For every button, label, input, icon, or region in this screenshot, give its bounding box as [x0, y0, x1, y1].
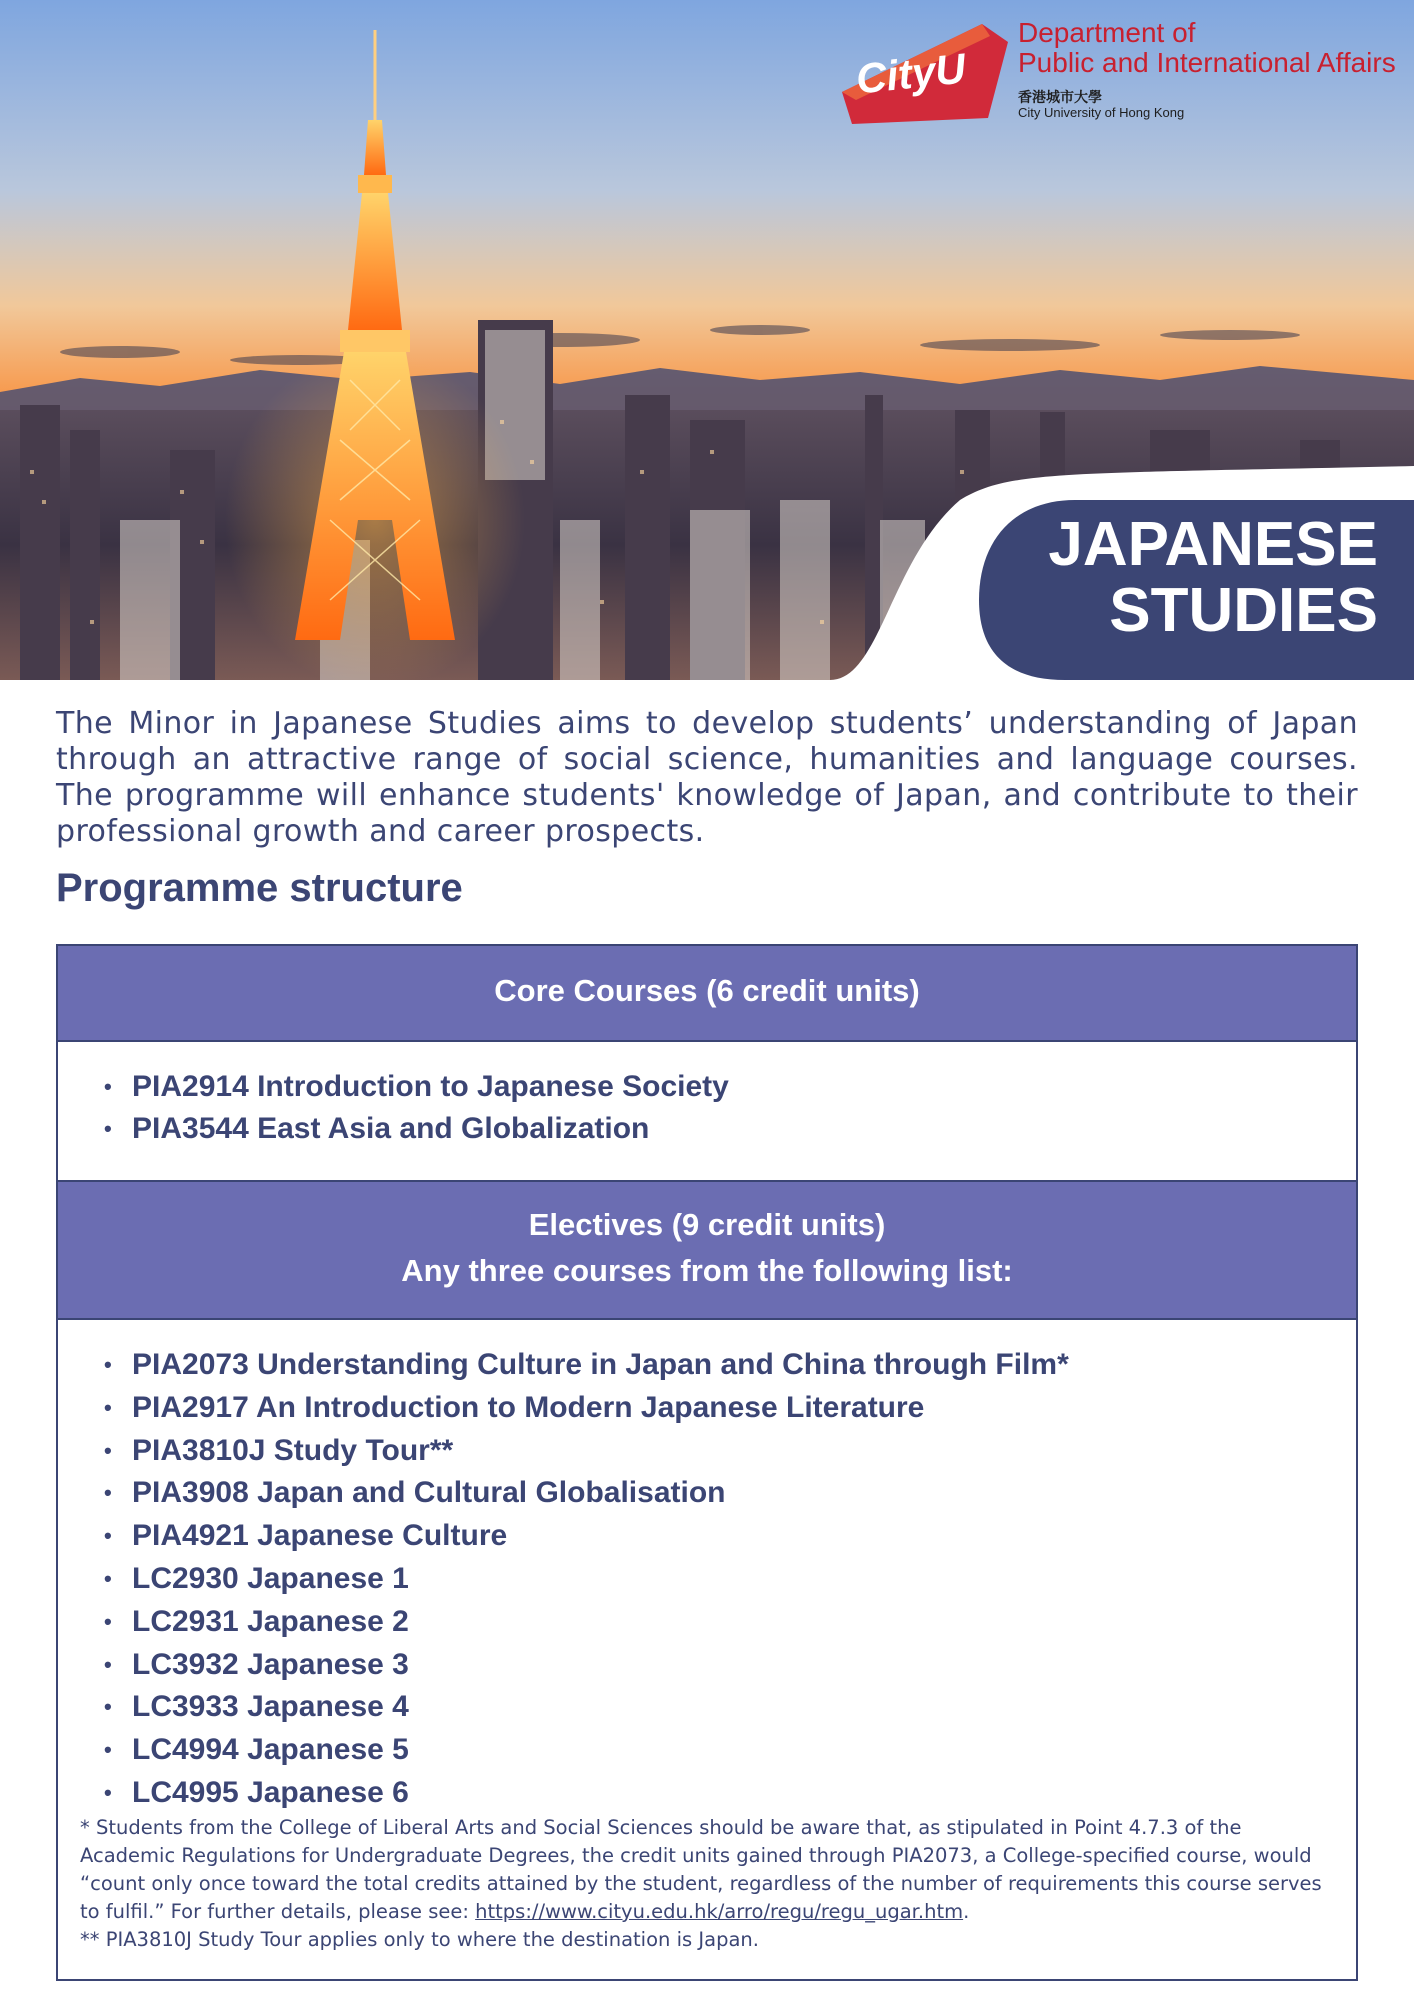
- course-name: PIA4921 Japanese Culture: [132, 1519, 508, 1553]
- course-name: PIA2917 An Introduction to Modern Japanese Literature: [132, 1390, 925, 1424]
- bullet-icon: •: [104, 1523, 112, 1549]
- title-line-1: JAPANESE: [1048, 510, 1378, 579]
- bullet-icon: •: [104, 1074, 112, 1099]
- regulations-link[interactable]: https://www.cityu.edu.hk/arro/regu/regu_ugar.htm: [475, 1900, 964, 1923]
- bullet-icon: •: [104, 1116, 112, 1141]
- course-name: PIA3810J Study Tour**: [132, 1433, 454, 1467]
- list-item: [58, 1066, 1356, 1108]
- department-line-2: Public and International Affairs: [1018, 47, 1396, 78]
- bullet-icon: •: [104, 1779, 112, 1805]
- footnote-1-text: * Students from the College of Liberal Arts and Social Sciences should be aware that, as stipulated in Point 4.7.3 of the Academic Regulations for Undergraduate Degrees, the credit units gained through PIA2073, a College-specified course, would “count only once toward the total credits attained by the student, regardless of the number of requirements this course serves to fulfil.” For further details, please see:: [80, 1816, 1322, 1923]
- course-name: LC3933 Japanese 4: [132, 1690, 409, 1724]
- intro-paragraph: The Minor in Japanese Studies aims to develop students’ understanding of Japan through an attractive range of social science, humanities and language courses. The programme will enhance students' knowledge of Japan, and contribute to their professional growth and career prospects.: [56, 706, 1358, 849]
- footnote-study-tour: ** PIA3810J Study Tour applies only to where the destination is Japan.: [80, 1928, 759, 1951]
- list-item: [58, 1644, 1356, 1687]
- list-item: [58, 1729, 1356, 1772]
- list-item: [58, 1472, 1356, 1515]
- programme-structure-table: [56, 944, 1358, 1981]
- list-item: [58, 1430, 1356, 1473]
- hero-banner: [0, 0, 1414, 680]
- electives-heading: Electives (9 credit units): [528, 1207, 886, 1242]
- course-name: LC2931 Japanese 2: [132, 1604, 409, 1638]
- list-item: [58, 1601, 1356, 1644]
- core-course-list: [58, 1066, 1356, 1150]
- course-name: LC2930 Japanese 1: [132, 1561, 409, 1595]
- page-title: [1048, 512, 1378, 644]
- course-name: PIA2073 Understanding Culture in Japan and China through Film*: [132, 1348, 1069, 1381]
- bullet-icon: •: [104, 1480, 112, 1506]
- list-item: [58, 1686, 1356, 1729]
- bullet-icon: •: [104, 1352, 112, 1377]
- bullet-icon: •: [104, 1437, 112, 1463]
- bullet-icon: •: [104, 1737, 112, 1763]
- elective-course-list: [58, 1344, 1356, 1815]
- university-name: City University of Hong Kong: [1018, 105, 1185, 120]
- department-logo: [832, 16, 1402, 126]
- course-name: PIA2914 Introduction to Japanese Society: [132, 1070, 729, 1103]
- footnotes: [80, 1814, 1340, 1954]
- cityu-wordmark: CityU: [853, 44, 968, 103]
- course-name: LC3932 Japanese 3: [132, 1647, 409, 1681]
- course-name: PIA3544 East Asia and Globalization: [132, 1112, 650, 1145]
- list-item: [58, 1515, 1356, 1558]
- course-name: PIA3908 Japan and Cultural Globalisation: [132, 1476, 726, 1510]
- programme-structure-heading: Programme structure: [56, 866, 463, 910]
- department-line-1: Department of: [1018, 17, 1196, 48]
- bullet-icon: •: [104, 1608, 112, 1634]
- course-name: LC4995 Japanese 6: [132, 1775, 409, 1809]
- chinese-university-name: 香港城市大學: [1018, 89, 1102, 105]
- list-item: [58, 1772, 1356, 1815]
- title-line-2: STUDIES: [1109, 576, 1378, 645]
- list-item: [58, 1344, 1356, 1387]
- footnote-1-end: .: [963, 1900, 970, 1923]
- electives-header: [58, 1180, 1356, 1320]
- core-courses-header: Core Courses (6 credit units): [58, 946, 1356, 1042]
- bullet-icon: •: [104, 1565, 112, 1591]
- list-item: [58, 1558, 1356, 1601]
- footnote-pia2073: [80, 1814, 1340, 1926]
- list-item: [58, 1108, 1356, 1150]
- electives-subheading: Any three courses from the following list:: [401, 1253, 1013, 1288]
- bullet-icon: •: [104, 1651, 112, 1677]
- bullet-icon: •: [104, 1694, 112, 1720]
- bullet-icon: •: [104, 1394, 112, 1420]
- course-name: LC4994 Japanese 5: [132, 1733, 409, 1767]
- list-item: [58, 1387, 1356, 1430]
